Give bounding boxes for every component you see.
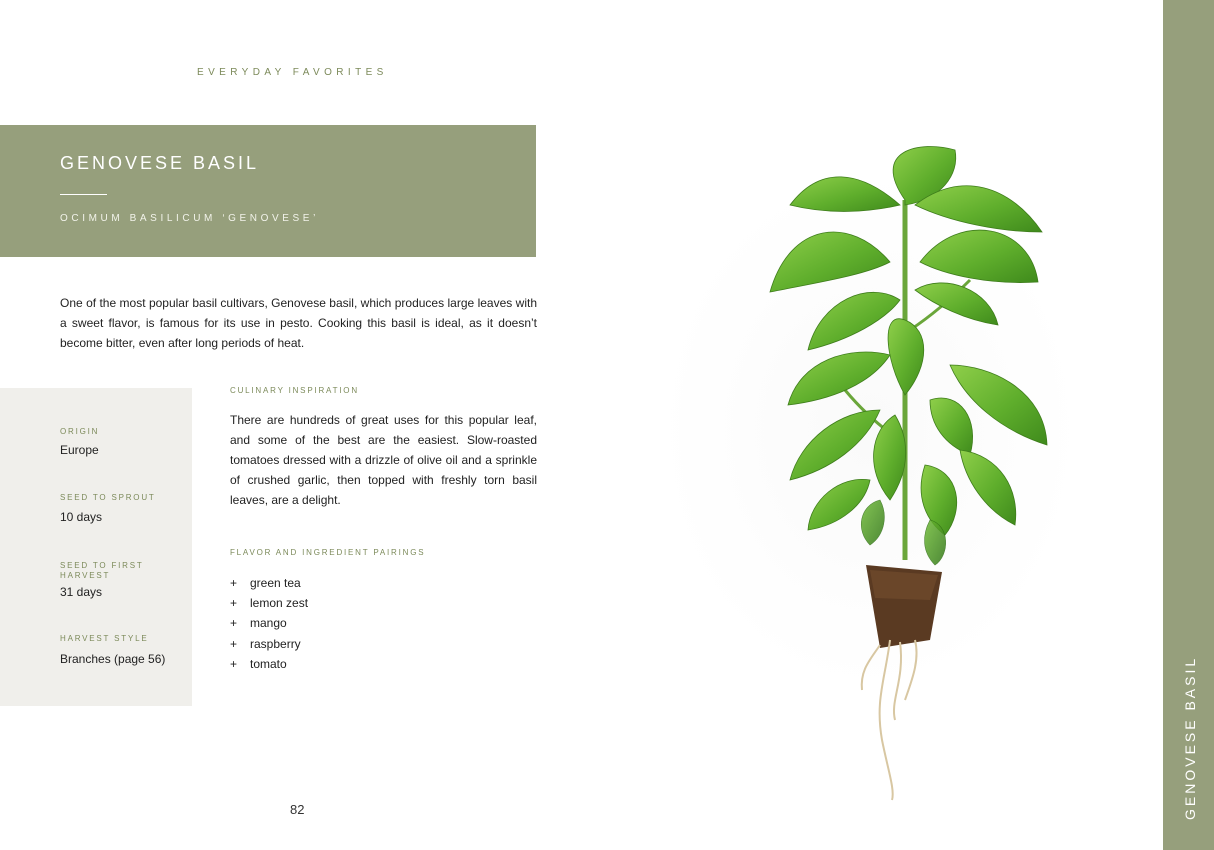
fact-value-origin: Europe [60, 443, 99, 457]
pairing-label: lemon zest [250, 596, 309, 611]
plant-name: GENOVESE BASIL [60, 153, 260, 173]
pairing-label: mango [250, 616, 287, 631]
fact-value-harvest-style: Branches (page 56) [60, 652, 166, 666]
side-tab-label: GENOVESE BASIL [1182, 655, 1198, 820]
list-item [230, 654, 308, 674]
plus-icon: + [230, 636, 238, 651]
title-band [0, 125, 536, 257]
plus-icon: + [230, 656, 238, 671]
plus-icon: + [230, 576, 238, 590]
section-label: EVERYDAY FAVORITES [197, 67, 388, 78]
plus-icon: + [230, 596, 238, 611]
plus-icon: + [230, 616, 238, 631]
fact-value-seed-to-first-harvest: 31 days [60, 585, 103, 599]
page-number: 82 [290, 802, 305, 817]
fact-value-seed-to-sprout: 10 days [60, 510, 103, 524]
fact-label-origin: ORIGIN [60, 427, 100, 436]
pairings-list [230, 573, 308, 674]
pairing-label: tomato [250, 656, 287, 671]
pairing-label: raspberry [250, 636, 301, 651]
pairing-label: green tea [250, 576, 301, 590]
intro-paragraph: One of the most popular basil cultivars, Genovese basil, which produces large leaves with a sweet flavor, is famous for its use in pesto. Cooking this basil is ideal, as it doesn’t become bitter, even after long periods of heat. [60, 296, 537, 350]
title-divider [60, 194, 107, 195]
fact-label-harvest-style: HARVEST STYLE [60, 634, 149, 643]
culinary-text: There are hundreds of great uses for this popular leaf, and some of the best are the easiest. Slow-roasted tomatoes dressed with a drizzle of olive oil and a sprinkle of crushed garlic, then topped with freshly torn basil leaves, are a delight. [230, 413, 537, 507]
pairings-heading: FLAVOR AND INGREDIENT PAIRINGS [230, 548, 426, 557]
list-item [230, 634, 308, 654]
fact-label-seed-to-sprout: SEED TO SPROUT [60, 493, 156, 502]
basil-plant-image [640, 120, 1110, 820]
list-item [230, 573, 308, 593]
fact-label-seed-to-first-harvest: SEED TO FIRST HARVEST [60, 561, 144, 580]
list-item [230, 593, 308, 613]
culinary-heading: CULINARY INSPIRATION [230, 386, 359, 395]
latin-name: OCIMUM BASILICUM ‘GENOVESE’ [60, 213, 319, 224]
list-item [230, 613, 308, 633]
